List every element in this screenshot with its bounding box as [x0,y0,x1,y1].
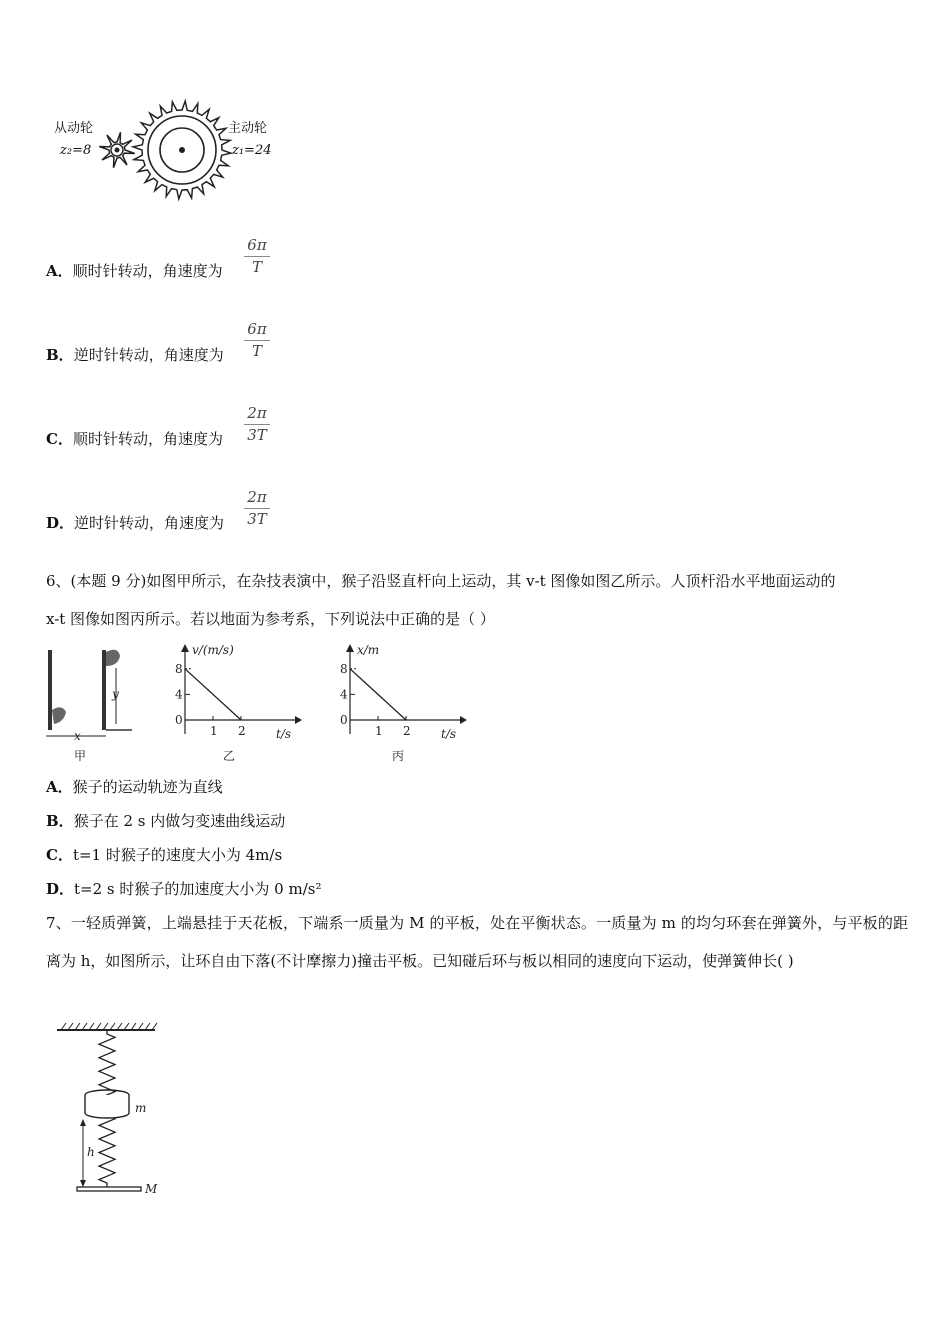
h-arrow-top [80,1119,86,1126]
pole-right [102,650,106,730]
data-line [185,669,241,720]
x-tick-label: 2 [403,724,411,738]
yi-x-axis-label: t/s [276,727,292,741]
q5-option-b: B．逆时针转动，角速度为 [46,346,224,364]
pole-left [48,650,52,730]
driving-gear-axle [179,147,185,153]
q6-option-c: C．t=1 时猴子的速度大小为 4m/s [46,846,283,864]
monkey-left [52,707,66,724]
fig-yi-chart [175,643,302,763]
q6-option-d: D．t=2 s 时猴子的加速度大小为 0 m/s² [46,880,322,898]
q5-option-a: A．顺时针转动，角速度为 [46,262,223,280]
caption-jia: 甲 [74,749,87,763]
driven-gear-label: 从动轮 [54,121,94,136]
bing-y-axis-label: x/m [357,643,380,657]
monkey-right [106,650,120,666]
driven-gear-axle [115,148,120,153]
q5-option-b-fraction: 6π T [244,320,270,360]
caption-yi: 乙 [223,749,236,763]
h-arrow-bottom [80,1180,86,1187]
fig-jia [46,650,132,763]
q5-option-c: C．顺时针转动，角速度为 [46,430,223,448]
driving-gear-label: 主动轮 [228,121,268,136]
x-tick-label: 1 [375,724,383,738]
q6-option-b: B．猴子在 2 s 内做匀变速曲线运动 [46,812,286,830]
q7-stem: 7、一轻质弹簧，上端悬挂于天花板，下端系一质量为 M 的平板，处在平衡状态。一质量为 m 的均匀环套在弹簧外，与平板的距离为 h，如图所示，让环自由下落(不计摩擦力)撞击平板。已知碰后环与板以相同的速度向下运动，使弹簧伸长( ) [46,914,908,970]
ring-label: m [135,1101,147,1115]
data-line [350,669,406,720]
y-tick-label: 0 [340,713,348,727]
x-label: x [74,729,81,743]
q6-stem-line-2: x-t 图像如图丙所示。若以地面为参考系，下列说法中正确的是（ ） [46,610,495,628]
q6-stem [46,562,908,638]
ceiling-hatch [61,1023,157,1030]
fig-bing-chart [340,643,467,763]
height-label: h [87,1145,95,1159]
y-tick-label: 0 [175,713,183,727]
y-tick-label: 4 [175,687,183,702]
ring-body [85,1095,129,1118]
q6-figures [40,640,480,770]
q5-option-a-fraction: 6π T [244,236,270,276]
gear-figure [50,95,280,205]
y-tick-label: 8 [340,661,348,676]
y-label: y [112,687,119,701]
q5-option-d-fraction: 2π 3T [244,488,270,528]
bing-x-arrow [460,716,467,724]
plate [77,1187,141,1191]
x-tick-label: 2 [238,724,246,738]
bing-y-arrow [346,644,354,652]
q6-option-a: A．猴子的运动轨迹为直线 [46,778,223,796]
yi-y-arrow [181,644,189,652]
driving-gear-teeth: z₁=24 [232,143,272,158]
y-tick-label: 8 [175,661,183,676]
yi-y-axis-label: v/(m/s) [192,643,234,657]
q6-stem-line-1: 6、(本题 9 分)如图甲所示，在杂技表演中，猴子沿竖直杆向上运动，其 v-t 图像如图乙所示。人顶杆沿水平地面运动的 [46,572,836,590]
plate-label: M [145,1182,158,1196]
x-tick-label: 1 [210,724,218,738]
y-tick-label: 4 [340,687,348,702]
driven-gear-teeth: z₂=8 [60,143,92,158]
bing-x-axis-label: t/s [441,727,457,741]
q5-option-d: D．逆时针转动，角速度为 [46,514,225,532]
yi-x-arrow [295,716,302,724]
q7-figure [45,1020,175,1200]
q5-option-c-fraction: 2π 3T [244,404,270,444]
caption-bing: 丙 [392,749,405,763]
